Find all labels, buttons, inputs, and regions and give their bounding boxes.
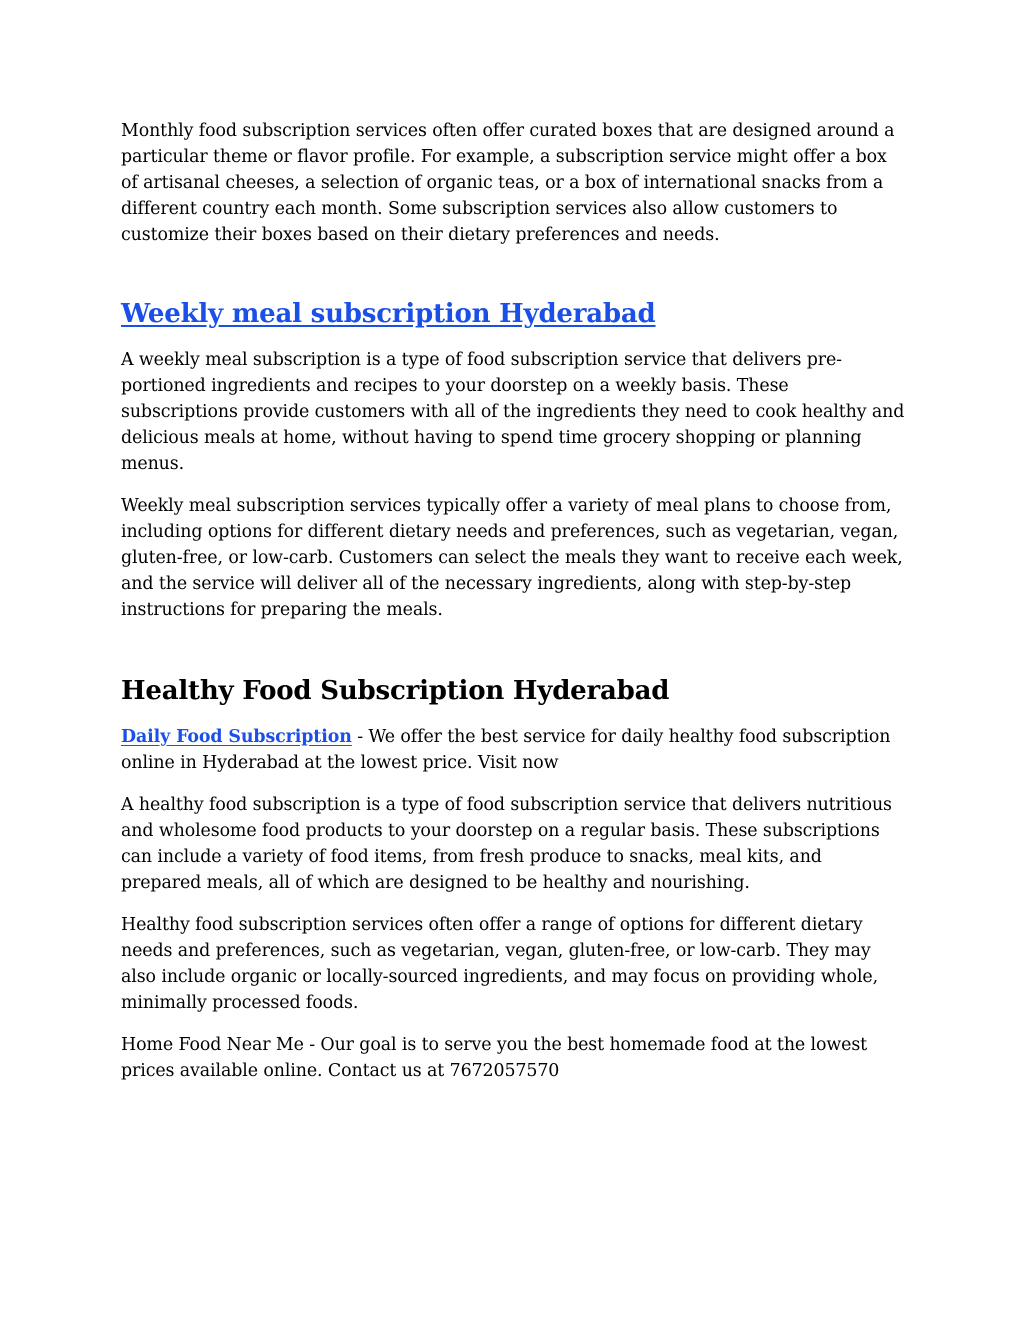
- intro-paragraph: Monthly food subscription services often offer curated boxes that are designed around a particular theme or flavor profile. For example, a subscription service might offer a box of artisanal cheeses, a selection of organic teas, or a box of international snacks from a different country each month. Some subscription services also allow customers to customize their boxes based on their dietary preferences and needs.: [121, 121, 895, 245]
- weekly-meal-heading-link[interactable]: Weekly meal subscription Hyderabad: [121, 299, 656, 329]
- daily-food-subscription-paragraph: [121, 724, 906, 776]
- daily-food-subscription-description: - We offer the best service for daily healthy food subscription online in Hyderabad at the lowest price. Visit now: [121, 727, 891, 773]
- weekly-meal-paragraph-1: A weekly meal subscription is a type of food subscription service that delivers pre-portioned ingredients and recipes to your doorstep on a weekly basis. These subscriptions provide customers with all of the ingredients they need to cook healthy and delicious meals at home, without having to spend time grocery shopping or planning menus.: [121, 350, 905, 474]
- weekly-meal-paragraph-2: Weekly meal subscription services typically offer a variety of meal plans to choose from, including options for different dietary needs and preferences, such as vegetarian, vegan, gluten-free, or low-carb. Customers can select the meals they want to receive each week, and the service will deliver all of the necessary ingredients, along with step-by-step instructions for preparing the meals.: [121, 496, 903, 620]
- daily-food-subscription-link[interactable]: Daily Food Subscription: [121, 727, 352, 747]
- document-page: [121, 118, 906, 1084]
- home-food-contact-paragraph: Home Food Near Me - Our goal is to serve you the best homemade food at the lowest prices available online. Contact us at 7672057570: [121, 1035, 868, 1081]
- healthy-food-heading: Healthy Food Subscription Hyderabad: [121, 676, 670, 706]
- healthy-food-paragraph-2: Healthy food subscription services often offer a range of options for different dietary needs and preferences, such as vegetarian, vegan, gluten-free, or low-carb. They may also include organic or locally-sourced ingredients, and may focus on providing whole, minimally processed foods.: [121, 915, 879, 1013]
- weekly-meal-heading: [121, 296, 906, 332]
- healthy-food-paragraph-1: A healthy food subscription is a type of food subscription service that delivers nutritious and wholesome food products to your doorstep on a regular basis. These subscriptions can include a variety of food items, from fresh produce to snacks, meal kits, and prepared meals, all of which are designed to be healthy and nourishing.: [121, 795, 892, 893]
